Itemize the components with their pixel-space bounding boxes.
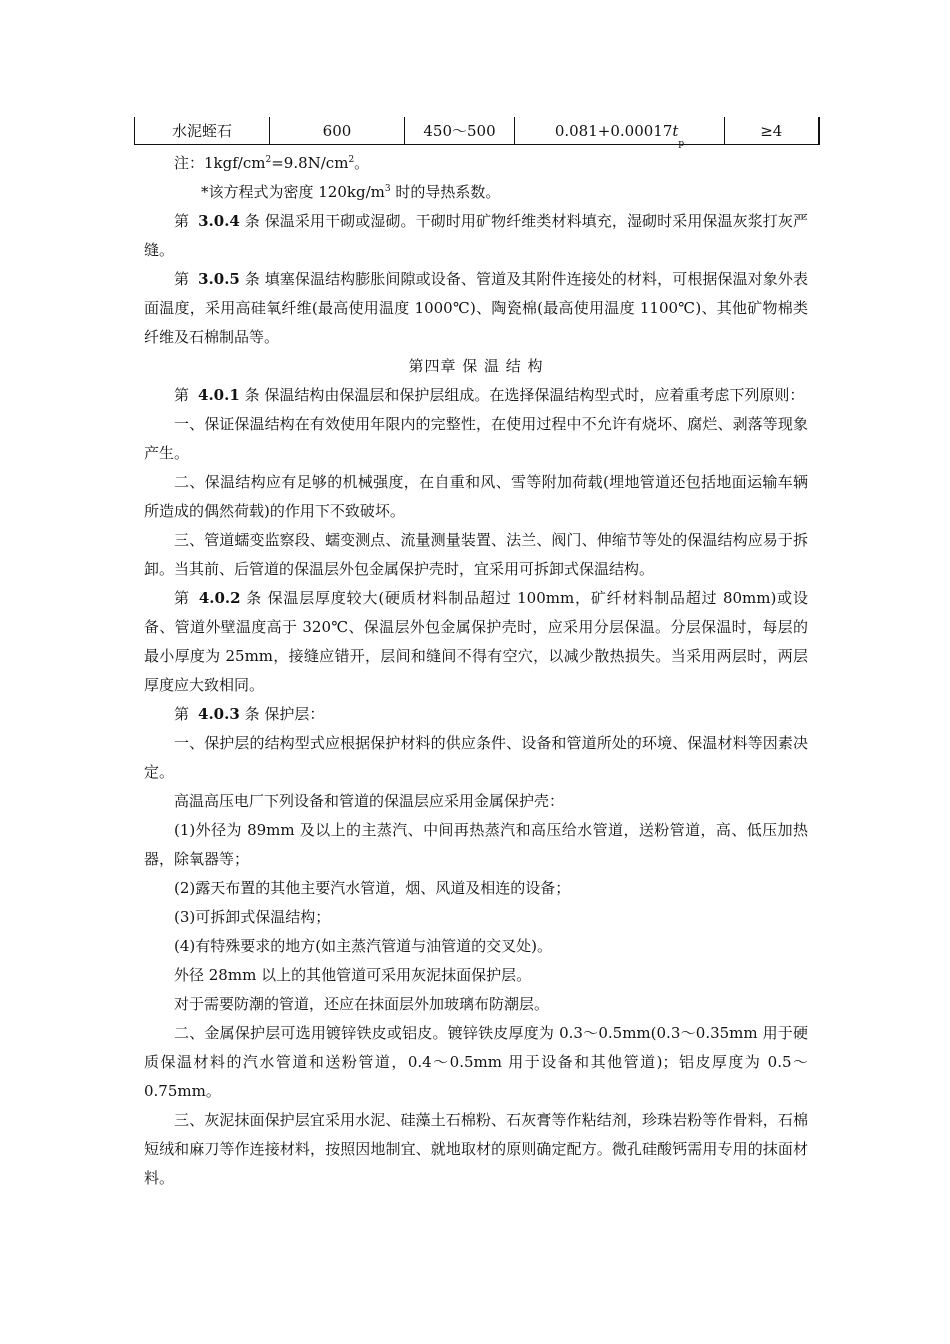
table-cell-conductivity: [515, 117, 725, 149]
article-3-0-4: 第 3.0.4 条 保温采用干砌或湿砌。干砌时用矿物纤维类材料填充，湿砌时采用保温灰浆打灰严缝。: [144, 212, 808, 259]
table-cell-strength: ≥4: [725, 117, 819, 145]
paragraph: 二、保温结构应有足够的机械强度，在自重和风、雪等附加荷载(埋地管道还包括地面运输车辆所造成的偶然荷载)的作用下不致破坏。: [144, 473, 808, 520]
list-item: (1)外径为 89mm 及以上的主蒸汽、中间再热蒸汽和高压给水管道，送粉管道，高、低压加热器，除氧器等；: [144, 821, 808, 868]
chapter-title: 第四章 保 温 结 构: [408, 357, 544, 375]
table-row: [135, 117, 819, 145]
conductivity-formula: 0.081+0.00017: [554, 121, 673, 140]
table-cell-material: 水泥蛭石: [135, 117, 270, 145]
paragraph: 高温高压电厂下列设备和管道的保温层应采用金属保护壳：: [174, 792, 565, 810]
note-unit: 注：$1kgf/cm^2=9.8N/cm^2$。: [174, 154, 370, 172]
article-4-0-1: 第 4.0.1 条 保温结构由保温层和保护层组成。在选择保温结构型式时，应着重考虑下列原则：: [174, 386, 805, 404]
article-4-0-3: 第 4.0.3 条 保护层：: [174, 705, 325, 723]
article-3-0-5: 第 3.0.5 条 填塞保温结构膨胀间隙或设备、管道及其附件连接处的材料，可根据保温对象外表面温度，采用高硅氧纤维(最高使用温度 1000℃)、陶瓷棉(最高使用温度 1100℃)、其他矿物棉类纤维及石棉制品等。: [144, 270, 808, 346]
paragraph: 外径 28mm 以上的其他管道可采用灰泥抹面保护层。: [174, 966, 532, 984]
formula-subscript: p: [678, 138, 685, 149]
document-body: [144, 149, 808, 1193]
note-equation: *该方程式为密度 $120kg/m^3$ 时的导热系数。: [201, 183, 501, 201]
list-item: (2)露天布置的其他主要汽水管道，烟、风道及相连的设备；: [174, 879, 571, 897]
material-table: [134, 117, 820, 149]
paragraph: 三、管道蠕变监察段、蠕变测点、流量测量装置、法兰、阀门、伸缩节等处的保温结构应易于拆卸。当其前、后管道的保温层外包金属保护壳时，宜采用可拆卸式保温结构。: [144, 531, 808, 578]
paragraph: 一、保护层的结构型式应根据保护材料的供应条件、设备和管道所处的环境、保温材料等因素决定。: [144, 734, 808, 781]
list-item: (4)有特殊要求的地方(如主蒸汽管道与油管道的交叉处)。: [174, 937, 552, 955]
list-item: (3)可拆卸式保温结构；: [174, 908, 331, 926]
paragraph: 二、金属保护层可选用镀锌铁皮或铝皮。镀锌铁皮厚度为 0.3～0.5mm(0.3～0.35mm 用于硬质保温材料的汽水管道和送粉管道，0.4～0.5mm 用于设备和其他管道)；铝皮厚度为 0.5～0.75mm。: [144, 1024, 808, 1100]
table-cell-density: 450～500: [405, 117, 515, 145]
paragraph: 对于需要防潮的管道，还应在抹面层外加玻璃布防潮层。: [174, 995, 550, 1013]
table-cell-temperature: 600: [270, 117, 405, 145]
paragraph: 三、灰泥抹面保护层宜采用水泥、硅藻土石棉粉、石灰膏等作粘结剂，珍珠岩粉等作骨料，石棉短绒和麻刀等作连接材料，按照因地制宜、就地取材的原则确定配方。微孔硅酸钙需用专用的抹面材料。: [144, 1111, 808, 1187]
article-4-0-2: 第 4.0.2 条 保温层厚度较大(硬质材料制品超过 100mm，矿纤材料制品超过 80mm)或设备、管道外壁温度高于 320℃、保温层外包金属保护壳时，应采用分层保温。分层保温时，每层的最小厚度为 25mm，接缝应错开，层间和缝间不得有空穴，以减少散热损失。当采用两层时，两层厚度应大致相同。: [144, 589, 808, 694]
formula-variable: t: [672, 121, 679, 140]
paragraph: 一、保证保温结构在有效使用年限内的完整性，在使用过程中不允许有烧坏、腐烂、剥落等现象产生。: [144, 415, 808, 462]
